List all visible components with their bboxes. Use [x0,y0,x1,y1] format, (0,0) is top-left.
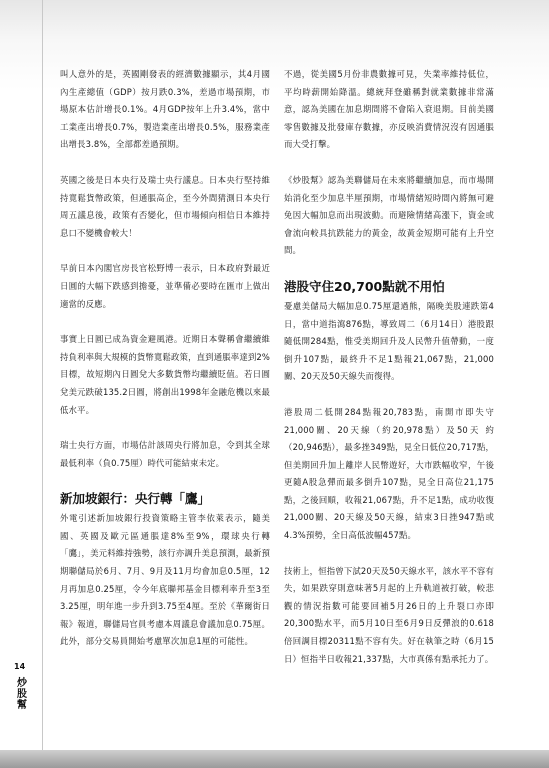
margin-rule [42,0,43,768]
paragraph: 事實上日圓已成為資金避風港。近期日本聲稱會繼續維持負利率與大規模的貨幣寬鬆政策，直到通脹率達到2%目標，故短期內日圓兌大多數貨幣均繼續貶值。若日圓兌美元跌破135.2日圓，將創出1998年金融危機以來最低水平。 [60,334,270,415]
footer-band [0,750,549,768]
paragraph: 外電引述新加坡銀行投資策略主管李依萊表示，隨美國、英國及歐元區通脹達8%至9%，環球央行轉「鷹」，美元料維持強勢，該行亦調升美息預測，最新預期聯儲局於6月、7月、9月及11月均會加息0.5厘，12月再加息0.25厘，令今年底聯邦基金目標利率升至3至3.25厘，明年進一步升到3.75至4厘。至於《華爾街日報》報道，聯儲局官員考慮本周議息會議加息0.75厘。此外，部分交易員開始考慮單次加息1厘的可能性。 [60,513,270,647]
paragraph: 《炒股幫》認為美聯儲局在未來將繼續加息，而市場開始消化至少加息半厘預期，市場情緒短時間內將無可避免因大幅加息而出現波動。而避險情緒高漲下，資金或會流向較具抗跌能力的黃金，故黃金短期可能有上升空間。 [284,174,494,256]
section-heading: 新加坡銀行：央行轉「鷹」 [60,491,211,507]
paragraph: 不過，從美國5月份非農數據可見，失業率維持低位，平均時薪開始降溫。總統拜登雖稱對就業數據非常滿意，認為美國在加息期間將不會陷入衰退期。目前美國零售數據及批發庫存數據，亦反映消費情況沒有因通脹而大受打擊。 [284,69,494,150]
paragraph: 英國之後是日本央行及瑞士央行議息。日本央行堅持維持寬鬆貨幣政策，但通脹高企，至今外間猜測日本央行周五議息後，政策有否變化，但市場傾向相信日本維持息口不變機會較大！ [60,174,270,238]
right-column [284,66,494,686]
paragraph: 叫人意外的是，英國剛發表的經濟數據顯示，其4月國內生產總值（GDP）按月跌0.3%，差過市場預期，市場原本估計增長0.1%。4月GDP按年上升3.4%，當中工業產出增長0.7%，製造業產出增長0.5%，服務業產出增長3.8%，全部都差過預期。 [60,69,270,150]
brand-logo: 炒股幫 [17,678,27,711]
left-column [60,66,270,669]
paragraph: 早前日本內閣官房長官松野博一表示，日本政府對最近日圓的大幅下跌感到擔憂，並準備必要時在匯市上做出適當的反應。 [60,263,270,309]
paragraph: 技術上，恒指曾下試20天及50天線水平，該水平不容有失，如果跌穿則意味著5月起的上升軌道被打破，較悲觀的情況指數可能要回補5月26日的上升裂口亦即20,300點水平，而5月10日至6月9日反彈浪的0.618倍回調目標20311點不容有失。好在執筆之時（6月15日）恒指半日收報21,337點，大市真係有點承托力了。 [284,565,494,664]
paragraph: 憂慮美儲局大幅加息0.75厘還過熊，隔晚美股連跌第4日，當中道指瀉876點，導致周二（6月14日）港股跟隨低開284點，惟受美期回升及人民幣升值帶動，一度倒升107點，最終升不足1點報21,067點，21,000關、20天及50天線失而復得。 [284,300,494,382]
paragraph: 港股周二低開284點報20,783點，南開市即失守21,000關、20天線（約20,978點）及50天 約（20,946點），最多挫349點，見全日低位20,717點，但美期回升加上離岸人民幣遊好，大市跌幅收窄，午後更隨A股急彈而最多倒升107點，見全日高位21,175點，之後回順，收報21,067點，升不足1點，成功收復21,000關、20天線及50天線，結束3日挫947點或4.3%預勢，全日高低波幅457點。 [284,406,494,541]
page-number: 14 [14,662,26,671]
section-heading: 港股守住20,700點就不用怕 [284,278,445,294]
paragraph: 瑞士央行方面，市場估計該周央行將加息，令到其全球最低利率（負0.75厘）時代可能結束未定。 [60,440,270,468]
